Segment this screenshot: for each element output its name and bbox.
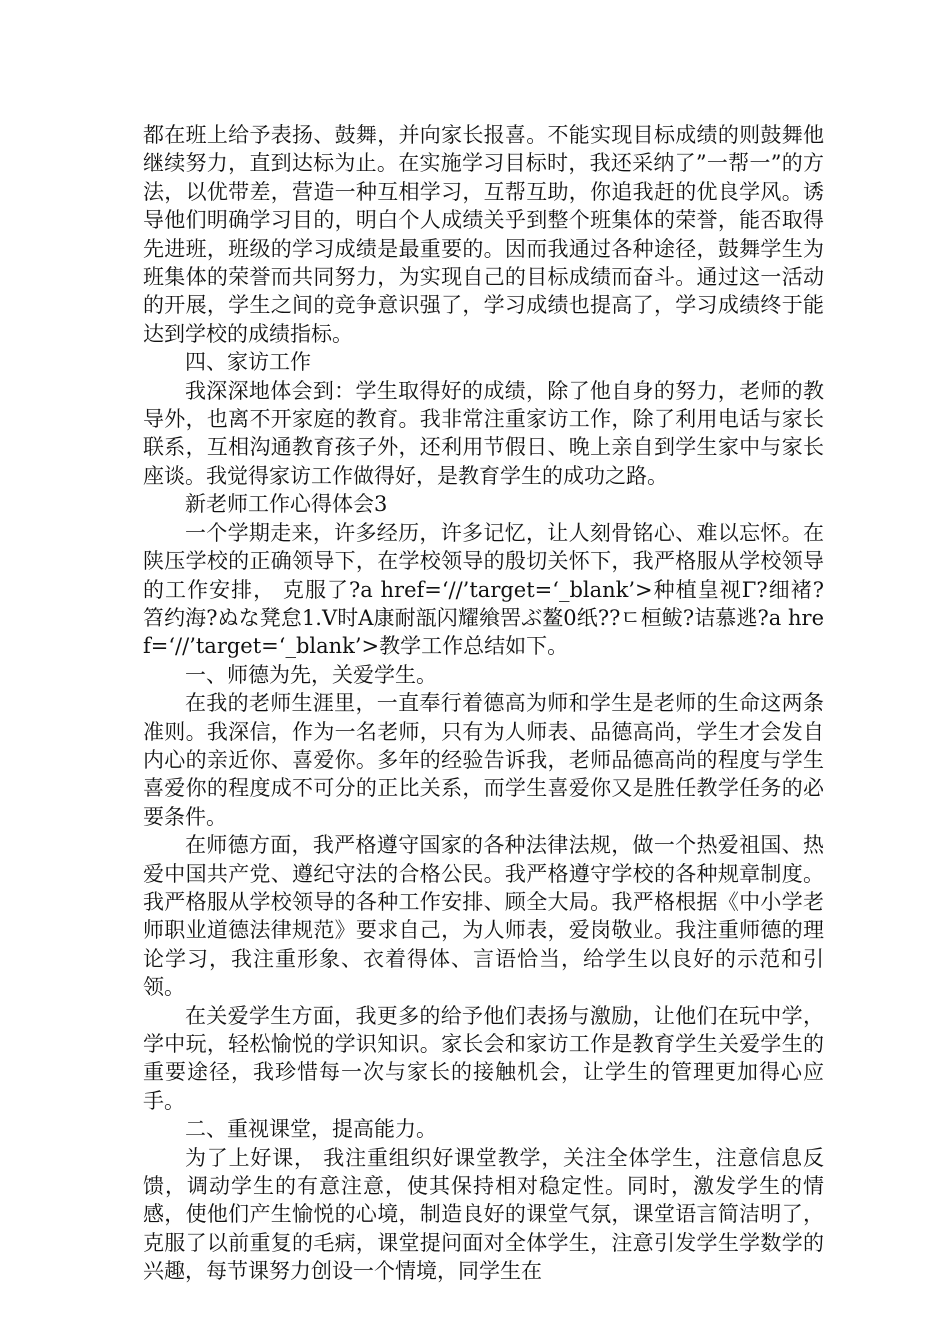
paragraph-8: 在师德方面，我严格遵守国家的各种法律法规，做一个热爱祖国、热爱中国共产党、遵纪守法的合格公民。我严格遵守学校的各种规章制度。我严格服从学校领导的各种工作安排、顾全大局。我严格根据《中小学老师职业道德法律规范》要求自己，为人师表，爱岗敬业。我注重师德的理论学习，我注重形象、衣着得体、言语恰当，给学生以良好的示范和引领。 (143, 833, 824, 1000)
heading-classroom: 二、重视课堂，提高能力。 (185, 1117, 437, 1142)
paragraph-1: 都在班上给予表扬、鼓舞，并向家长报喜。不能实现目标成绩的则鼓舞他继续努力，直到达标为止。在实施学习目标时，我还采纳了”一帮一”的方法，以优带差，营造一种互相学习，互帮互助，你追我赶的优良学风。诱导他们明确学习目的，明白个人成绩关乎到整个班集体的荣誉，能否取得先进班，班级的学习成绩是最重要的。因而我通过各种途径，鼓舞学生为班集体的荣誉而共同努力，为实现自己的目标成绩而奋斗。通过这一活动的开展，学生之间的竞争意识强了，学习成绩也提高了，学习成绩终于能达到学校的成绩指标。 (143, 123, 824, 346)
paragraph-5: 一个学期走来，许多经历，许多记忆，让人刻骨铭心、难以忘怀。在陕压学校的正确领导下，在学校领导的殷切关怀下，我严格服从学校领导的工作安排， 克服了?a href=‘//’target=‘_blank’>种植皇视Γ?细褚?笤约海?ぬな凳怠1.V时A康耐瓿闪耀飨罟ぶ鳌0纸??ㄷ桓鲅?诘慕逃?a href=‘//’target=‘_blank’>教学工作总结如下。 (143, 520, 824, 659)
heading-teacher-ethics: 一、师德为先，关爱学生。 (185, 662, 437, 687)
heading-home-visit: 四、家访工作 (185, 350, 311, 375)
paragraph-3: 我深深地体会到：学生取得好的成绩，除了他自身的努力，老师的教导外，也离不开家庭的教育。我非常注重家访工作，除了利用电话与家长联系，互相沟通教育孩子外，还利用节假日、晚上亲自到学生家中与家长座谈。我觉得家访工作做得好，是教育学生的成功之路。 (143, 378, 824, 488)
paragraph-7: 在我的老师生涯里，一直奉行着德高为师和学生是老师的生命这两条准则。我深信，作为一名老师，只有为人师表、品德高尚，学生才会发自内心的亲近你、喜爱你。多年的经验告诉我，老师品德高尚的程度与学生喜爱你的程度成不可分的正比关系，而学生喜爱你又是胜任教学任务的必要条件。 (143, 691, 824, 829)
document-body (143, 121, 824, 1286)
paragraph-11: 为了上好课， 我注重组织好课堂教学，关注全体学生，注意信息反馈，调动学生的有意注意，使其保持相对稳定性。同时，激发学生的情感，使他们产生愉悦的心境，制造良好的课堂气氛，课堂语言简洁明了，克服了以前重复的毛病，课堂提问面对全体学生，注意引发学生学数学的兴趣，每节课努力创设一个情境，同学生在 (143, 1145, 824, 1284)
paragraph-9: 在关爱学生方面，我更多的给予他们表扬与激励，让他们在玩中学，学中玩，轻松愉悦的学识知识。家长会和家访工作是教育学生关爱学生的重要途径，我珍惜每一次与家长的接触机会，让学生的管理更加得心应手。 (143, 1003, 824, 1113)
heading-new-teacher-3: 新老师工作心得体会3 (185, 492, 388, 517)
